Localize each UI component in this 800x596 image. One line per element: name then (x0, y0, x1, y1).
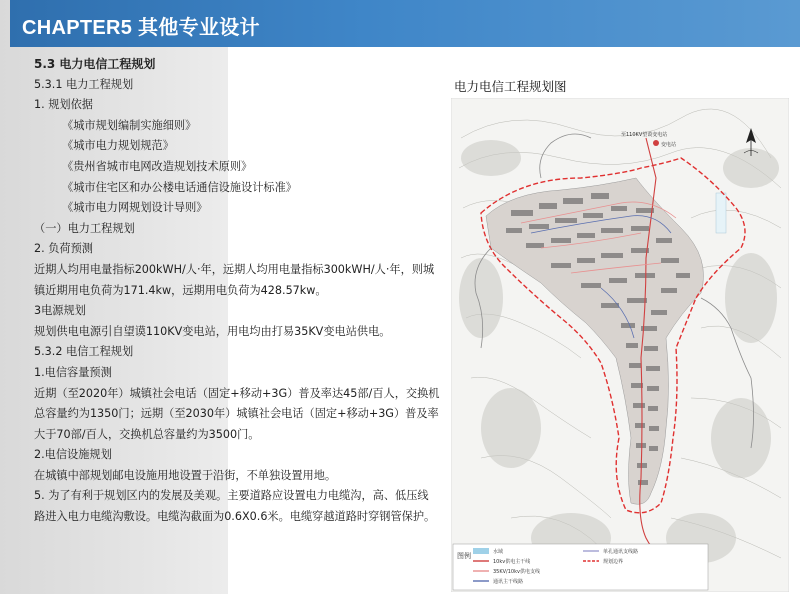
heading-basis: 1. 规划依据 (34, 98, 93, 112)
body-text (34, 54, 454, 528)
chapter-title: CHAPTER5 其他专业设计 (22, 17, 260, 39)
heading-power-plan: （一）电力工程规划 (34, 221, 135, 235)
paragraph-line: 路进入电力电缆沟敷设。电缆沟截面为0.6X0.6米。电缆穿越道路时穿钢管保护。 (34, 510, 436, 524)
legend-symbol (473, 548, 489, 554)
paragraph-line: 近期人均用电量指标200kWH/人·年，远期人均用电量指标300kWH/人·年，则城 (34, 262, 435, 276)
reference-item: 《城市电力规划规范》 (62, 139, 174, 153)
paragraph-line: 大于70部/百人，交换机总容量约为3500门。 (34, 427, 260, 441)
reference-item: 《贵州省城市电网改造规划技术原则》 (62, 159, 253, 173)
reference-item: 《城市住宅区和办公楼电话通信设施设计标准》 (62, 180, 297, 194)
legend-label: 单孔通讯支线路 (603, 549, 639, 555)
heading-power-source: 3电源规划 (34, 304, 86, 318)
legend-label: 35KV/10kv供电支线 (493, 569, 540, 575)
subsection-title: 5.3.1 电力工程规划 (34, 77, 134, 91)
substation-marker (653, 140, 659, 146)
paragraph-line: 总容量约为1350门；远期（至2030年）城镇社会电话（固定+移动+3G）普及率 (34, 407, 439, 421)
legend-title: 图例 (457, 552, 471, 560)
subsection-title: 5.3.2 电信工程规划 (34, 345, 134, 359)
paragraph-line: 规划供电电源引自望谟110KV变电站，用电均由打易35KV变电站供电。 (34, 324, 391, 338)
reference-item: 《城市电力网规划设计导则》 (62, 201, 208, 215)
planning-map (451, 98, 789, 592)
heading-load-forecast: 2. 负荷预测 (34, 242, 93, 256)
label-node: 变电站 (661, 142, 677, 148)
paragraph-line: 5. 为了有利于规划区内的发展及美观。主要道路应设置电力电缆沟，高、低压线 (34, 489, 429, 503)
section-title: 5.3 电力电信工程规划 (34, 57, 156, 71)
heading-telecom-capacity: 1.电信容量预测 (34, 365, 112, 379)
legend-box (453, 544, 708, 590)
map-legend (453, 544, 708, 590)
label-top: 至110KV望谟变电站 (621, 132, 668, 138)
map-title: 电力电信工程规划图 (454, 79, 567, 94)
paragraph-line: 在城镇中部规划邮电设施用地设置于沿街，不单独设置用地。 (34, 468, 337, 482)
water-area (716, 193, 726, 233)
paragraph-line: 近期（至2020年）城镇社会电话（固定+移动+3G）普及率达45部/百人，交换机 (34, 386, 440, 400)
planning-map-svg (451, 98, 789, 592)
legend-label: 通讯主干线路 (493, 579, 524, 585)
paragraph-line: 镇近期用电负荷为171.4kw，远期用电负荷为428.57kw。 (34, 283, 327, 297)
reference-item: 《城市规划编制实施细则》 (62, 118, 197, 132)
legend-label: 规划边界 (603, 559, 624, 565)
legend-label: 10kv供电主干线 (493, 559, 531, 565)
chapter-header (0, 0, 800, 47)
heading-telecom-facility: 2.电信设施规划 (34, 448, 112, 462)
legend-label: 水域 (493, 549, 504, 555)
